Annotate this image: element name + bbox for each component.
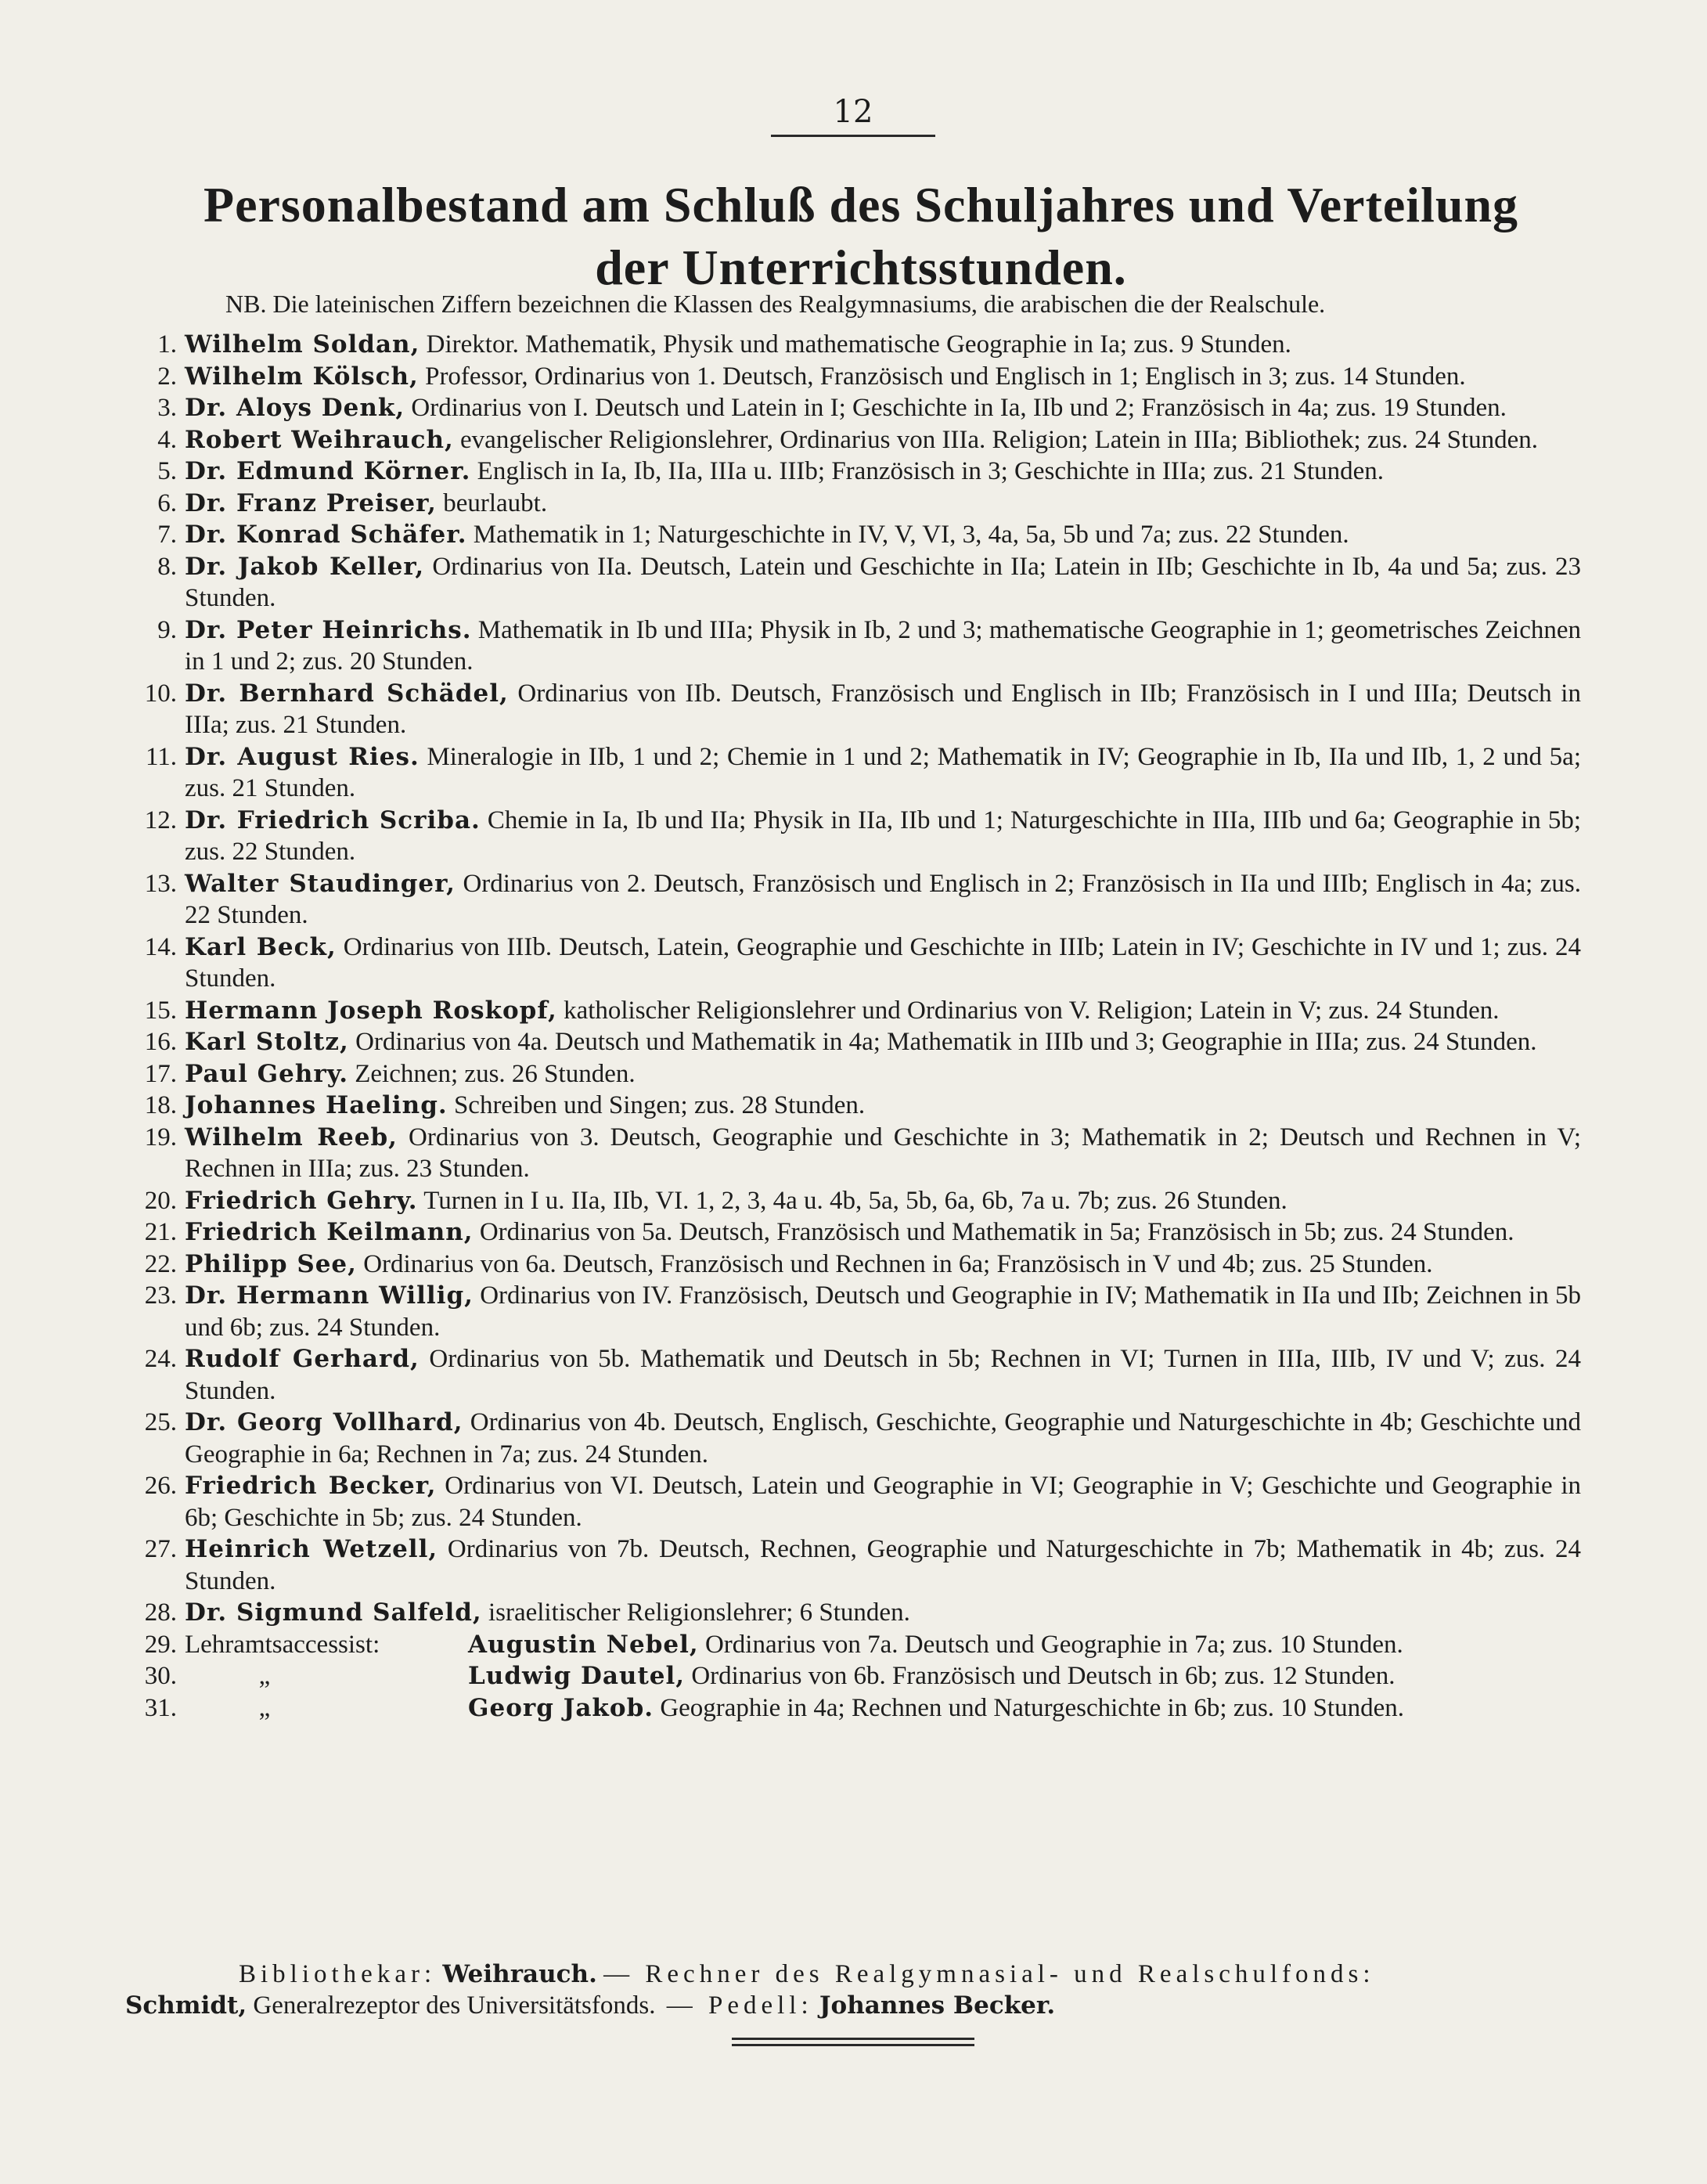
entry-number: 13. — [144, 869, 177, 898]
entry-name: Georg Jakob. — [468, 1693, 654, 1722]
entry-text: Mathematik in Ib und IIIa; Physik in Ib, 2 und 3; mathematische Geographie in 1; geometrisches Zeichnen in 1 und 2; zus. 20 Stunden. — [185, 615, 1581, 676]
entry-name: Paul Gehry. — [185, 1059, 348, 1088]
entry-name: Dr. Hermann Willig, — [185, 1281, 474, 1310]
staff-entry — [125, 868, 1581, 932]
entry-text: Ordinarius von VI. Deutsch, Latein und Geographie in VI; Geographie in V; Geschichte und Geographie in 6b; Geschichte in 5b; zus. 24 Stunden. — [185, 1472, 1581, 1532]
staff-entry — [125, 741, 1581, 805]
entry-text: Ordinarius von 5a. Deutsch, Französisch und Mathematik in 5a; Französisch in 5b; zus. 24 Stunden. — [473, 1218, 1514, 1246]
entry-name: Heinrich Wetzell, — [185, 1535, 438, 1563]
entry-number: 7. — [157, 521, 177, 549]
entry-text: katholischer Religionslehrer und Ordinarius von V. Religion; Latein in V; zus. 24 Stunden. — [556, 996, 1500, 1025]
staff-entry — [125, 1597, 1581, 1629]
entry-text: Ordinarius von 7a. Deutsch und Geographie in 7a; zus. 10 Stunden. — [698, 1630, 1403, 1659]
treasurer-label: — Rechner des Realgymnasial- und Realschulfonds: — [603, 1960, 1375, 1988]
entry-text: Schreiben und Singen; zus. 28 Stunden. — [447, 1091, 866, 1119]
entry-name: Wilhelm Soldan, — [185, 330, 420, 359]
entry-number: 22. — [144, 1249, 177, 1278]
entry-number: 5. — [157, 457, 177, 485]
entry-text: Ordinarius von 7b. Deutsch, Rechnen, Geographie und Naturgeschichte in 7b; Mathematik in 4b; zus. 24 Stunden. — [185, 1535, 1581, 1595]
staff-entry — [125, 424, 1581, 456]
entry-number: 3. — [157, 394, 177, 422]
entry-name: Dr. Sigmund Salfeld, — [185, 1598, 482, 1627]
entry-number: 11. — [145, 742, 177, 771]
entry-number: 24. — [144, 1345, 177, 1373]
staff-entry — [125, 1090, 1581, 1122]
staff-entry — [125, 678, 1581, 741]
entry-name: Hermann Joseph Roskopf, — [185, 996, 557, 1025]
staff-entry — [125, 551, 1581, 614]
staff-entry — [125, 1470, 1581, 1533]
entry-name: Dr. Konrad Schäfer. — [185, 521, 467, 549]
entry-number: 1. — [157, 330, 177, 359]
entry-text: Ordinarius von IIIb. Deutsch, Latein, Geographie und Geschichte in IIIb; Latein in IV; Geschichte in IV und 1; zus. 24 Stunden. — [185, 932, 1581, 993]
entry-text: Ordinarius von 2. Deutsch, Französisch und Englisch in 2; Französisch in IIa und IIIb; Englisch in 4a; zus. 22 Stunden. — [185, 869, 1581, 929]
entry-name: Johannes Haeling. — [185, 1091, 448, 1119]
entry-text: Geographie in 4a; Rechnen und Naturgeschichte in 6b; zus. 10 Stunden. — [654, 1693, 1404, 1722]
staff-entry — [125, 1058, 1581, 1090]
entry-text: Direktor. Mathematik, Physik und mathematische Geographie in Ia; zus. 9 Stunden. — [420, 330, 1291, 359]
entry-text: Zeichnen; zus. 26 Stunden. — [348, 1059, 636, 1088]
staff-entry — [125, 1216, 1581, 1249]
entry-text: Professor, Ordinarius von 1. Deutsch, Französisch und Englisch in 1; Englisch in 3; zus. 14 Stunden. — [418, 362, 1466, 391]
page-number: 12 — [833, 94, 873, 130]
footer — [125, 1959, 1581, 2021]
entry-name: Rudolf Gerhard, — [185, 1345, 420, 1373]
entry-number: 16. — [144, 1028, 177, 1056]
staff-entry — [125, 329, 1581, 361]
entry-number: 17. — [144, 1059, 177, 1088]
staff-entry — [125, 1026, 1581, 1058]
entry-number: 2. — [157, 362, 177, 391]
note — [225, 288, 1579, 319]
entry-name: Dr. Peter Heinrichs. — [185, 615, 472, 644]
entry-text: Ordinarius von 3. Deutsch, Geographie und Geschichte in 3; Mathematik in 2; Deutsch und Rechnen in V; Rechnen in IIIa; zus. 23 Stunden. — [185, 1123, 1581, 1183]
entry-text: beurlaubt. — [436, 488, 548, 517]
note-label: NB. — [225, 290, 267, 318]
page-title: Personalbestand am Schluß des Schuljahres und Verteilung der Unterrichtsstunden. — [203, 177, 1519, 295]
staff-entry — [125, 1407, 1581, 1470]
entry-number: 29. — [144, 1630, 177, 1659]
entry-number: 15. — [144, 996, 177, 1025]
entry-text: Ordinarius von 4b. Deutsch, Englisch, Geschichte, Geographie und Naturgeschichte in 4b; Geschichte und Geographie in 6a; Rechnen in 7a; zus. 24 Stunden. — [185, 1408, 1581, 1469]
entry-text: Ordinarius von I. Deutsch und Latein in I; Geschichte in Ia, IIb und 2; Französisch in 4a; zus. 19 Stunden. — [405, 394, 1507, 422]
entry-name: Augustin Nebel, — [468, 1630, 699, 1659]
entry-name: Ludwig Dautel, — [468, 1662, 686, 1690]
entry-text: Mineralogie in IIb, 1 und 2; Chemie in 1 und 2; Mathematik in IV; Geographie in Ib, IIa und IIb, 1, 2 und 5a; zus. 21 Stunden. — [185, 742, 1581, 802]
entry-name: Karl Beck, — [185, 932, 337, 961]
entry-text: Chemie in Ia, Ib und IIa; Physik in IIa, IIb und 1; Naturgeschichte in IIIa, IIIb und 6a; Geographie in 5b; zus. 22 Stunden. — [185, 805, 1581, 866]
entry-name: Dr. August Ries. — [185, 742, 420, 771]
staff-entry — [125, 488, 1581, 520]
entry-text: Mathematik in 1; Naturgeschichte in IV, V, VI, 3, 4a, 5a, 5b und 7a; zus. 22 Stunden. — [466, 521, 1349, 549]
candidate-label: Lehramtsaccessist: — [185, 1630, 380, 1659]
entry-name: Dr. Aloys Denk, — [185, 394, 405, 422]
entry-text: Turnen in I u. IIa, IIb, VI. 1, 2, 3, 4a u. 4b, 5a, 5b, 6a, 6b, 7a u. 7b; zus. 26 Stunden. — [417, 1186, 1287, 1215]
staff-list — [125, 329, 1581, 1724]
entry-number: 19. — [144, 1123, 177, 1151]
entry-number: 27. — [144, 1535, 177, 1563]
entry-number: 12. — [144, 805, 177, 834]
entry-number: 4. — [157, 425, 177, 454]
page-number-rule — [771, 135, 935, 137]
entry-number: 26. — [144, 1472, 177, 1500]
entry-text: Englisch in Ia, Ib, IIa, IIIa u. IIIb; Französisch in 3; Geschichte in IIIa; zus. 21 Stunden. — [470, 457, 1385, 485]
closing-rule-top — [732, 2038, 974, 2040]
entry-number: 10. — [144, 679, 177, 708]
closing-rule-bottom — [732, 2044, 974, 2046]
librarian-label: Bibliothekar: — [239, 1960, 437, 1988]
staff-entry — [125, 932, 1581, 995]
note-text: Die lateinischen Ziffern bezeichnen die Klassen des Realgymnasiums, die arabischen die der Realschule. — [272, 290, 1326, 318]
treasurer-name: Schmidt, — [125, 1991, 247, 2020]
staff-entry — [125, 1343, 1581, 1407]
entry-name: Philipp See, — [185, 1249, 357, 1278]
entry-name: Robert Weihrauch, — [185, 425, 454, 454]
entry-text: israelitischer Religionslehrer; 6 Stunden. — [481, 1598, 910, 1627]
entry-name: Friedrich Gehry. — [185, 1186, 418, 1215]
entry-name: Wilhelm Reeb, — [185, 1123, 398, 1151]
entry-text: Ordinarius von IIb. Deutsch, Französisch und Englisch in IIb; Französisch in I und IIIa; Deutsch in IIIa; zus. 21 Stunden. — [185, 679, 1581, 739]
janitor-name: Johannes Becker. — [819, 1991, 1056, 2020]
staff-entry — [125, 392, 1581, 424]
entry-name: Dr. Franz Preiser, — [185, 488, 437, 517]
entry-name: Walter Staudinger, — [185, 869, 456, 898]
candidate-entry — [125, 1660, 1581, 1692]
footer-line-1 — [125, 1959, 1581, 1990]
entry-text: evangelischer Religionslehrer, Ordinarius von IIIa. Religion; Latein in IIIa; Bibliothek; zus. 24 Stunden. — [453, 425, 1539, 454]
staff-entry — [125, 614, 1581, 678]
entry-number: 25. — [144, 1408, 177, 1436]
ditto-mark: „ — [258, 1693, 271, 1722]
entry-name: Friedrich Keilmann, — [185, 1218, 474, 1246]
staff-entry — [125, 1533, 1581, 1597]
entry-name: Friedrich Becker, — [185, 1472, 437, 1500]
entry-name: Dr. Friedrich Scriba. — [185, 805, 481, 834]
staff-entry — [125, 1249, 1581, 1281]
entry-number: 21. — [144, 1218, 177, 1246]
entry-name: Dr. Georg Vollhard, — [185, 1408, 463, 1436]
entry-name: Karl Stoltz, — [185, 1028, 349, 1056]
entry-number: 9. — [157, 615, 177, 644]
entry-number: 28. — [144, 1598, 177, 1627]
janitor-label: — Pedell: — [655, 1991, 813, 2020]
entry-number: 30. — [144, 1662, 177, 1690]
entry-name: Dr. Jakob Keller, — [185, 552, 425, 581]
entry-text: Ordinarius von 5b. Mathematik und Deutsch in 5b; Rechnen in VI; Turnen in IIIa, IIIb, IV und V; zus. 24 Stunden. — [185, 1345, 1581, 1405]
candidate-entry — [125, 1692, 1581, 1724]
staff-entry — [125, 805, 1581, 868]
staff-entry — [125, 456, 1581, 488]
entry-number: 18. — [144, 1091, 177, 1119]
entry-name: Dr. Bernhard Schädel, — [185, 679, 509, 708]
entry-number: 31. — [144, 1693, 177, 1722]
staff-entry — [125, 361, 1581, 393]
staff-entry — [125, 1122, 1581, 1185]
entry-number: 6. — [157, 488, 177, 517]
entry-text: Ordinarius von 6a. Deutsch, Französisch und Rechnen in 6a; Französisch in V und 4b; zus. 25 Stunden. — [356, 1249, 1433, 1278]
treasurer-role: Generalrezeptor des Universitätsfonds. — [247, 1991, 656, 2020]
entry-name: Wilhelm Kölsch, — [185, 362, 419, 391]
footer-line-2 — [125, 1990, 1581, 2021]
entry-number: 8. — [157, 552, 177, 581]
staff-entry — [125, 519, 1581, 551]
ditto-mark: „ — [258, 1662, 271, 1690]
entry-number: 20. — [144, 1186, 177, 1215]
entry-text: Ordinarius von IV. Französisch, Deutsch und Geographie in IV; Mathematik in IIa und IIb; Zeichnen in 5b und 6b; zus. 24 Stunden. — [185, 1281, 1582, 1342]
entry-text: Ordinarius von 6b. Französisch und Deutsch in 6b; zus. 12 Stunden. — [685, 1662, 1395, 1690]
entry-number: 23. — [144, 1281, 177, 1310]
candidate-entry — [125, 1629, 1581, 1661]
entry-text: Ordinarius von 4a. Deutsch und Mathematik in 4a; Mathematik in IIIb und 3; Geographie in IIIa; zus. 24 Stunden. — [348, 1028, 1537, 1056]
entry-name: Dr. Edmund Körner. — [185, 457, 471, 485]
entry-number: 14. — [144, 932, 177, 961]
staff-entry — [125, 1185, 1581, 1217]
staff-entry — [125, 1280, 1581, 1343]
staff-entry — [125, 995, 1581, 1027]
librarian-name: Weihrauch. — [442, 1960, 597, 1988]
entry-text: Ordinarius von IIa. Deutsch, Latein und Geschichte in IIa; Latein in IIb; Geschichte in Ib, 4a und 5a; zus. 23 Stunden. — [185, 552, 1582, 612]
